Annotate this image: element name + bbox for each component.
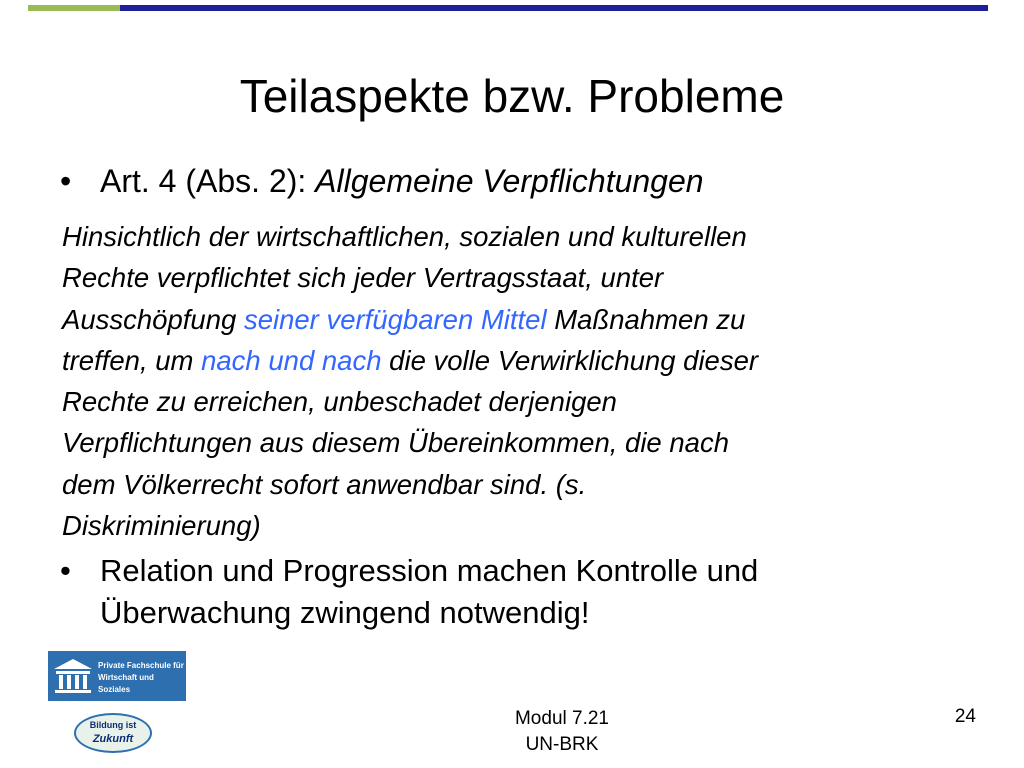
quote-line: Verpflichtungen aus diesem Übereinkommen, die nach	[62, 427, 729, 459]
logo-slogan-line: Zukunft	[92, 733, 134, 745]
bullet-article	[60, 160, 704, 202]
quote-highlight: nach und nach	[201, 344, 382, 376]
quote-text: Ausschöpfung	[62, 303, 244, 335]
footer-module-line: UN-BRK	[525, 734, 599, 755]
bullet-marker: •	[60, 553, 71, 588]
logo-slogan-line: Bildung ist	[89, 720, 137, 730]
quote-line: dem Völkerrecht sofort anwendbar sind. (s.	[62, 468, 587, 500]
bullet-marker: •	[60, 163, 72, 199]
bullet-relation	[60, 550, 758, 634]
quote-line	[62, 299, 962, 340]
quote-line	[62, 340, 962, 381]
bullet-article-prefix: Art. 4 (Abs. 2):	[100, 163, 316, 199]
top-accent-bar-green	[28, 5, 120, 11]
logo-text	[98, 660, 184, 696]
footer-module-line: Modul 7.21	[514, 708, 609, 729]
bullet-relation-text: Relation und Progression machen Kontrolle und	[100, 553, 759, 588]
logo-line: Private Fachschule für	[98, 661, 184, 670]
footer-module	[462, 706, 662, 758]
bullet-article-emphasis: Allgemeine Verpflichtungen	[315, 163, 704, 199]
logo-banner	[48, 651, 186, 701]
quote-text: Maßnahmen zu	[546, 303, 746, 335]
quote-text: treffen, um	[62, 344, 202, 376]
school-logo	[48, 651, 186, 761]
building-icon	[52, 657, 94, 700]
logo-line: Wirtschaft und Soziales	[98, 673, 154, 694]
quote-line: Hinsichtlich der wirtschaftlichen, sozialen und kulturellen	[62, 221, 747, 252]
quote-line: Diskriminierung)	[62, 510, 261, 542]
quote-text: die volle Verwirklichung dieser	[381, 344, 759, 376]
page-number: 24	[954, 706, 976, 727]
top-accent-bar-blue	[120, 5, 988, 11]
slide-title: Teilaspekte bzw. Probleme	[239, 70, 785, 122]
quote-line: Rechte zu erreichen, unbeschadet derjenigen	[62, 386, 617, 418]
quote-line: Rechte verpflichtet sich jeder Vertragsstaat, unter	[62, 262, 664, 294]
logo-slogan	[74, 713, 152, 753]
article-quote	[62, 216, 962, 546]
bullet-relation-line	[60, 550, 758, 592]
quote-highlight: seiner verfügbaren Mittel	[243, 303, 547, 335]
bullet-relation-line: Überwachung zwingend notwendig!	[100, 595, 590, 630]
